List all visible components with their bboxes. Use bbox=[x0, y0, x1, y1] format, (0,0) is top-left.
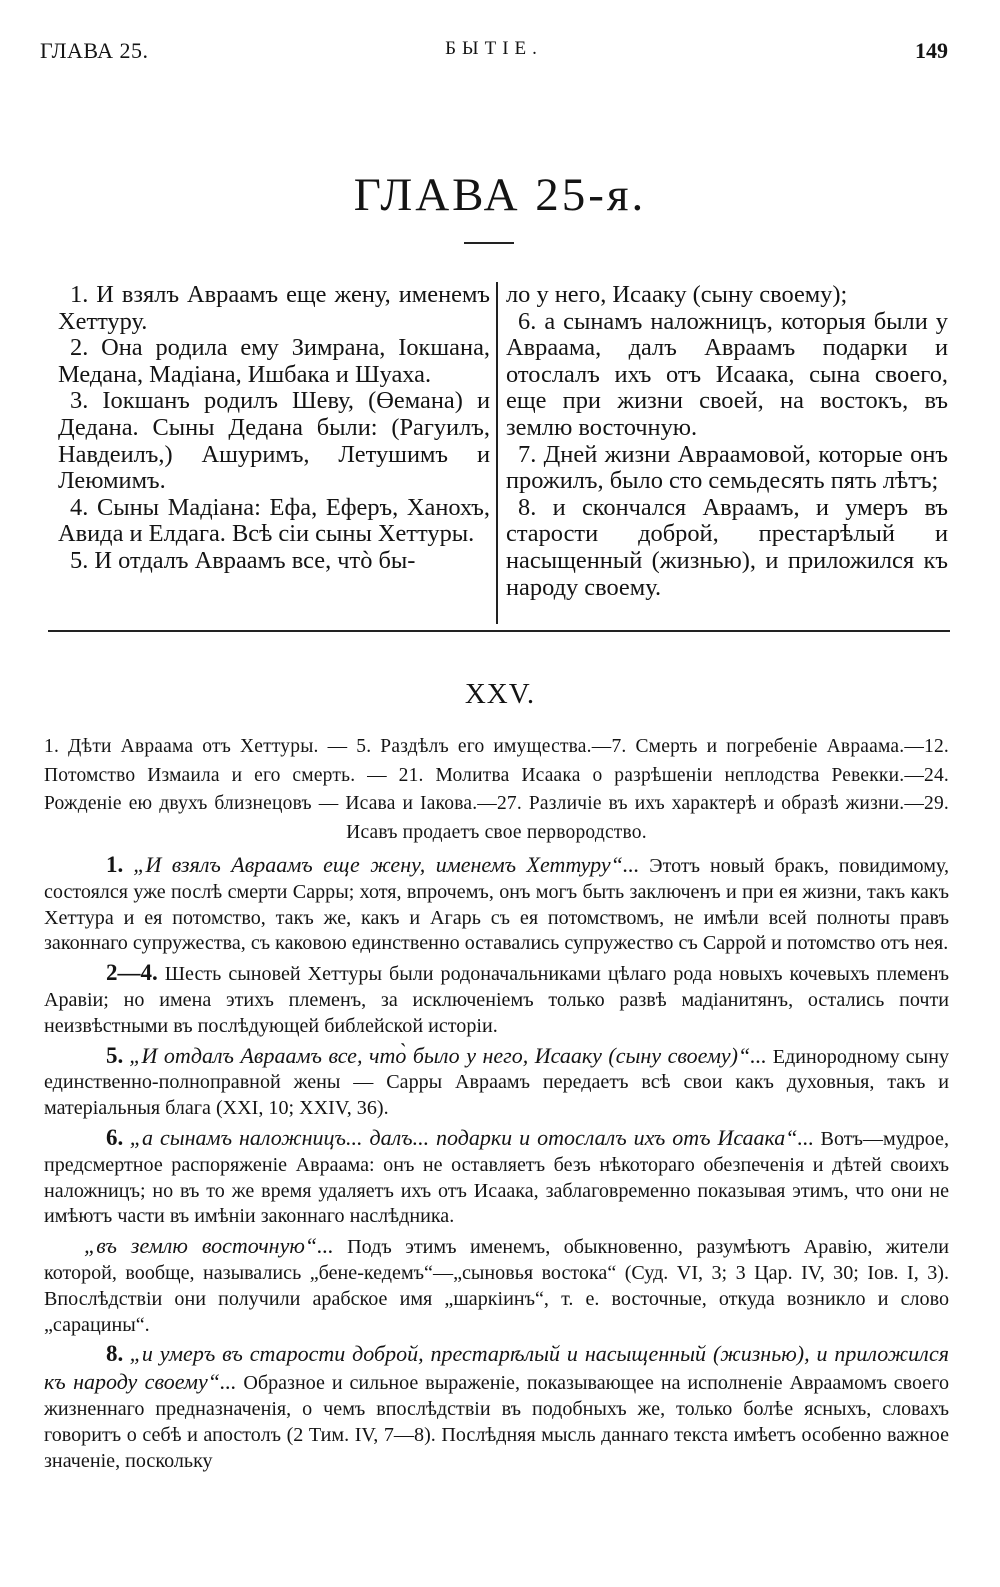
column-divider bbox=[496, 282, 498, 624]
verse-paragraph: 3. Iокшанъ родилъ Шеву, (Өемана) и Дедана. Сыны Дедана были: (Рагуилъ, Навдеилъ,) Ашуримъ, Летушимъ и Леюмимъ. bbox=[58, 387, 490, 495]
text-bottom-rule bbox=[48, 630, 950, 632]
commentary-note bbox=[44, 1043, 949, 1122]
biblical-text-left-column bbox=[58, 282, 490, 575]
verse-paragraph: 7. Дней жизни Авраамовой, которые онъ прожилъ, было сто семьдесять пять лѣтъ; bbox=[506, 440, 948, 495]
note-verse-number: 5. bbox=[106, 1042, 124, 1068]
note-lemma: „И отдалъ Авраамъ все, что̀ было у него, Исааку (сыну своему)“... bbox=[129, 1042, 767, 1068]
commentary-note bbox=[44, 960, 949, 1039]
commentary-heading: XXV. bbox=[464, 678, 536, 710]
running-head-book-title: БЫТIЕ. bbox=[445, 38, 543, 59]
note-verse-number: 2—4. bbox=[106, 960, 158, 986]
note-lemma: „а сынамъ наложницъ... далъ... подарки и отослалъ ихъ отъ Исаака“... bbox=[129, 1124, 815, 1150]
verse-paragraph: 8. и скончался Авраамъ, и умеръ въ старости доброй, престарѣлый и насыщенный (жизнью), и приложился къ народу своему. bbox=[506, 493, 948, 601]
note-verse-number: 1. bbox=[106, 852, 124, 877]
note-lemma: „и умеръ въ старости доброй, престарѣлый и насыщенный (жизнью), и приложился къ народу своему“... bbox=[44, 1341, 949, 1395]
commentary-notes bbox=[44, 852, 949, 1477]
verse-continuation: ло у него, Исааку (сыну своему); bbox=[506, 281, 848, 308]
chapter-summary: 1. Дѣти Авраама отъ Хеттуры. — 5. Раздѣлъ его имущества.—7. Смерть и погребенiе Авраама.—12. Потомство Измаила и его смерть. — 21. Молитва Исаака о разрѣшенiи неплодства Ревекки.—24. Рожденiе ею двухъ близнецовъ — Исава и Iакова.—27. Различiе въ ихъ характерѣ и образѣ жизни.—29. Исавъ продаетъ свое первородство. bbox=[44, 736, 949, 843]
note-body: Шесть сыновей Хеттуры были родоначальниками цѣлаго рода новыхъ кочевыхъ племенъ Аравiи; но имена этихъ племенъ, за исключенiемъ только развѣ мадiанитянъ, остались почти неизвѣстными въ послѣдующей библейской исторiи. bbox=[44, 963, 949, 1037]
verse-paragraph: 6. а сынамъ наложницъ, которыя были у Авраама, далъ Авраамъ подарки и отослалъ ихъ отъ Исаака, сына своего, еще при жизни своей, на востокъ, въ землю восточную. bbox=[506, 307, 948, 441]
commentary-note bbox=[44, 1125, 949, 1230]
verse-paragraph: 5. И отдалъ Авраамъ все, чтò бы- bbox=[70, 546, 416, 574]
commentary-note bbox=[44, 852, 949, 957]
biblical-text bbox=[58, 282, 948, 626]
commentary-note bbox=[44, 1341, 949, 1474]
running-head bbox=[40, 38, 948, 68]
commentary-note bbox=[44, 1233, 949, 1338]
note-body: Подъ этимъ именемъ, обыкновенно, разумѣютъ Аравiю, жители которой, вообще, назывались „бене-кедемъ“—„сыновья востока“ (Суд. VI, 3; 3 Цар. IV, 30; Iов. I, 3). Впослѣдствiи они получили арабское имя „шаркiинъ“, т. е. восточные, откуда возникло и слово „сарацины“. bbox=[44, 1236, 950, 1336]
note-body: Вотъ—мудрое, предсмертное распоряженiе Авраама: онъ не оставляетъ безъ нѣкотораго обезпеченiя и дѣтей своихъ наложницъ; но въ то же время удаляетъ ихъ отъ Исаака, заблаговременно показывая этимъ, что они не имѣютъ части въ имѣнiи законнаго наслѣдника. bbox=[44, 1127, 949, 1228]
running-head-chapter: ГЛАВА 25. bbox=[40, 38, 149, 63]
note-verse-number: 8. bbox=[106, 1341, 124, 1367]
note-lemma: „въ землю восточную“... bbox=[84, 1233, 334, 1259]
note-body: Этотъ новый бракъ, повидимому, состоялся уже послѣ смерти Сарры; хотя, впрочемъ, онъ могъ быть заключенъ и при ея жизни, такъ какъ Хеттура и ея потомство, такъ же, какъ и Агарь съ ея потомствомъ, не имѣли всей полноты правъ законнаго супружества, съ каковою единственно оставались супружество съ Саррой и потомство отъ нея. bbox=[44, 855, 949, 955]
note-body: Единородному сыну единственно-полноправной жены — Сарры Авраамъ передаетъ всѣ свои какъ духовныя, такъ и матерiальныя блага (XXI, 10; XXIV, 36). bbox=[44, 1045, 949, 1120]
note-body: Образное и сильное выраженiе, показывающее на исполненiе Авраамомъ своего жизненнаго предназначенiя, о чемъ впослѣдствiи въ подобныхъ же, только болѣе ясныхъ, словахъ говоритъ о себѣ и апостолъ (2 Тим. IV, 7—8). Послѣдняя мысль даннаго текста имѣетъ особенно важное значенiе, поскольку bbox=[44, 1372, 949, 1472]
verse-paragraph: 2. Она родила ему Зимрана, Iокшана, Медана, Мадiана, Ишбака и Шуаха. bbox=[58, 334, 490, 388]
title-divider bbox=[464, 242, 514, 244]
note-verse-number: 6. bbox=[106, 1124, 124, 1150]
verse-paragraph: 4. Сыны Мадiана: Ефа, Еферъ, Ханохъ, Авида и Елдага. Всѣ сiи сыны Хеттуры. bbox=[58, 493, 490, 548]
page-number: 149 bbox=[915, 38, 948, 63]
biblical-text-right-column bbox=[506, 282, 948, 601]
note-lemma: „И взялъ Авраамъ еще жену, именемъ Хеттуру“... bbox=[133, 852, 640, 877]
chapter-title: ГЛАВА 25-я. bbox=[353, 169, 647, 221]
verse-paragraph: 1. И взялъ Авраамъ еще жену, именемъ Хеттуру. bbox=[58, 281, 490, 335]
